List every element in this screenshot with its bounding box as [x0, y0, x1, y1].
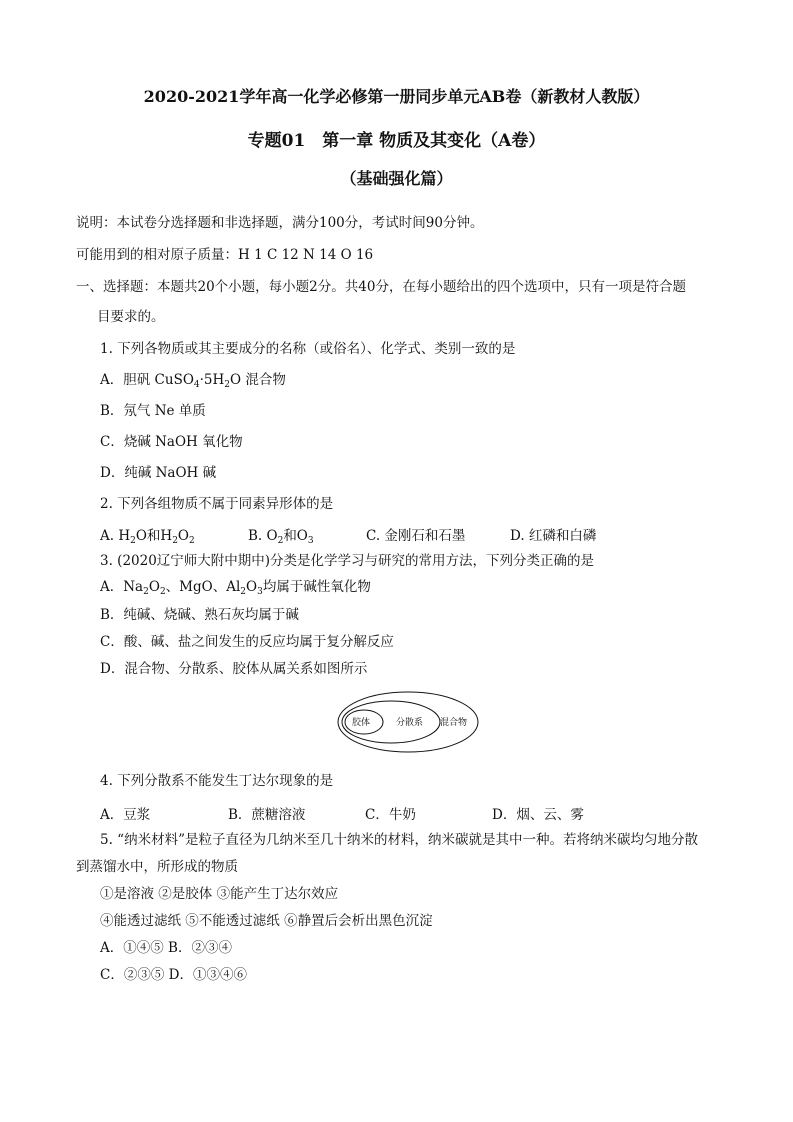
q3-option-c: C．酸、碱、盐之间发生的反应均属于复分解反应 [100, 634, 394, 650]
q5-statements-1: ①是溶液 ②是胶体 ③能产生丁达尔效应 [100, 886, 339, 902]
q3-option-a: A．$Na_2O_2$、MgO、$Al_2O_3$均属于碱性氧化物 [100, 579, 371, 597]
q5-statements-2: ④能透过滤纸 ⑤不能透过滤纸 ⑥静置后会析出黑色沉淀 [100, 913, 433, 929]
q4-option-c: C．牛奶 [365, 807, 416, 823]
colloid-label: 胶体 [352, 718, 371, 728]
q2-stem: 2. 下列各组物质不属于同素异形体的是 [100, 496, 334, 512]
q3-option-d: D．混合物、分散系、胶体从属关系如图所示 [100, 661, 368, 677]
q3-option-b: B．纯碱、烧碱、熟石灰均属于碱 [100, 607, 299, 623]
document-subtitle: 专题01 第一章 物质及其变化（A卷） [247, 131, 546, 151]
q1-option-a: A．胆矾 $CuSO_4\cdot 5H_2O$ 混合物 [100, 372, 286, 390]
q1-option-c: C．烧碱 NaOH 氧化物 [100, 434, 243, 450]
q3-stem: 3. (2020辽宁师大附中期中)分类是化学学习与研究的常用方法，下列分类正确的是 [100, 553, 595, 569]
dispersion-label: 分散系 [396, 718, 424, 728]
q4-stem: 4. 下列分散系不能发生丁达尔现象的是 [100, 773, 334, 789]
q5-stem-cont: 到蒸馏水中，所形成的物质 [76, 859, 238, 875]
q4-option-d: D．烟、云、雾 [492, 807, 584, 823]
q1-stem: 1. 下列各物质或其主要成分的名称（或俗名）、化学式、类别一致的是 [100, 341, 516, 357]
q5-options-cd: C．②③⑤ D．①③④⑥ [100, 967, 247, 983]
document-subsubtitle: （基础强化篇） [340, 169, 453, 188]
q4-option-a: A．豆浆 [100, 807, 151, 823]
document-title: 2020-2021学年高一化学必修第一册同步单元AB卷（新教材人教版） [143, 87, 650, 106]
q5-stem: 5. “纳米材料”是粒子直径为几纳米至几十纳米的材料，纳米碳就是其中一种。若将纳米碳均匀地分散 [100, 832, 698, 848]
q2-option-a: A. $H_2O$和$H_2O_2$ [100, 528, 195, 546]
instructions-note: 说明：本试卷分选择题和非选择题，满分100分，考试时间90分钟。 [76, 215, 484, 231]
q2-option-b: B. $O_2$和$O_3$ [248, 528, 314, 546]
q4-option-b: B．蔗糖溶液 [228, 807, 306, 823]
q5-options-ab: A．①④⑤ B．②③④ [100, 940, 232, 956]
q1-option-b: B．氖气 Ne 单质 [100, 403, 206, 419]
section1-heading: 一、选择题：本题共20个小题，每小题2分。共40分，在每小题给出的四个选项中，只有一项是符合题 [76, 279, 686, 295]
section1-heading-cont: 目要求的。 [97, 309, 165, 325]
q2-option-c: C. 金刚石和石墨 [366, 528, 466, 544]
classification-diagram [336, 690, 480, 754]
atomic-masses: 可能用到的相对原子质量：H 1 C 12 N 14 O 16 [76, 247, 374, 263]
q1-option-d: D．纯碱 NaOH 碱 [100, 465, 217, 481]
q2-option-d: D. 红磷和白磷 [510, 528, 597, 544]
mixture-label: 混合物 [440, 718, 468, 728]
